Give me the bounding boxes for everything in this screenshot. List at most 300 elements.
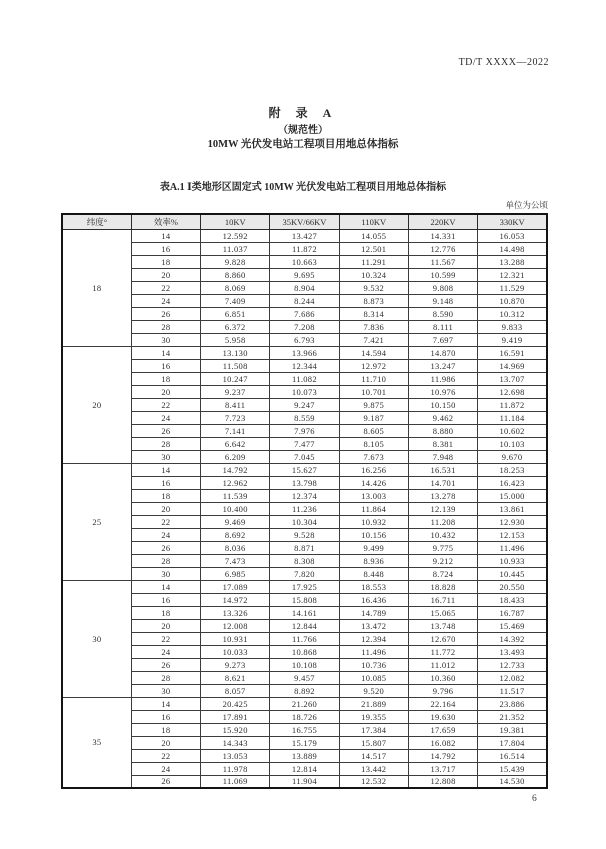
column-header-110kv: 110KV <box>339 214 408 229</box>
value-cell: 13.472 <box>339 619 408 632</box>
table-row <box>62 385 547 398</box>
value-cell: 9.796 <box>408 684 477 697</box>
value-cell: 8.559 <box>270 411 339 424</box>
table-row <box>62 645 547 658</box>
value-cell: 7.836 <box>339 320 408 333</box>
value-cell: 21.260 <box>270 697 339 710</box>
value-cell: 16.787 <box>478 606 547 619</box>
value-cell: 11.037 <box>201 242 270 255</box>
value-cell: 11.082 <box>270 372 339 385</box>
value-cell: 16.711 <box>408 593 477 606</box>
indicator-table <box>61 213 548 789</box>
table-row <box>62 541 547 554</box>
value-cell: 11.496 <box>478 541 547 554</box>
value-cell: 12.814 <box>270 762 339 775</box>
value-cell: 12.592 <box>201 229 270 242</box>
value-cell: 12.008 <box>201 619 270 632</box>
table-row <box>62 723 547 736</box>
value-cell: 19.355 <box>339 710 408 723</box>
value-cell: 8.873 <box>339 294 408 307</box>
efficiency-cell: 18 <box>131 372 200 385</box>
efficiency-cell: 30 <box>131 684 200 697</box>
value-cell: 8.936 <box>339 554 408 567</box>
efficiency-cell: 28 <box>131 437 200 450</box>
value-cell: 9.695 <box>270 268 339 281</box>
table-row <box>62 593 547 606</box>
value-cell: 12.733 <box>478 658 547 671</box>
table-row <box>62 268 547 281</box>
efficiency-cell: 26 <box>131 775 200 788</box>
value-cell: 17.089 <box>201 580 270 593</box>
table-row <box>62 320 547 333</box>
unit-note: 单位为公顷 <box>505 200 548 210</box>
value-cell: 9.187 <box>339 411 408 424</box>
efficiency-cell: 24 <box>131 411 200 424</box>
value-cell: 9.532 <box>339 281 408 294</box>
value-cell: 8.244 <box>270 294 339 307</box>
efficiency-cell: 14 <box>131 346 200 359</box>
value-cell: 10.976 <box>408 385 477 398</box>
efficiency-cell: 14 <box>131 463 200 476</box>
table-row <box>62 710 547 723</box>
value-cell: 10.108 <box>270 658 339 671</box>
value-cell: 7.477 <box>270 437 339 450</box>
value-cell: 7.141 <box>201 424 270 437</box>
value-cell: 11.529 <box>478 281 547 294</box>
table-row <box>62 424 547 437</box>
value-cell: 16.256 <box>339 463 408 476</box>
value-cell: 13.427 <box>270 229 339 242</box>
value-cell: 11.772 <box>408 645 477 658</box>
efficiency-cell: 14 <box>131 580 200 593</box>
value-cell: 13.288 <box>478 255 547 268</box>
value-cell: 10.599 <box>408 268 477 281</box>
value-cell: 10.602 <box>478 424 547 437</box>
table-row <box>62 697 547 710</box>
value-cell: 10.073 <box>270 385 339 398</box>
value-cell: 18.433 <box>478 593 547 606</box>
value-cell: 13.130 <box>201 346 270 359</box>
table-row <box>62 580 547 593</box>
value-cell: 15.807 <box>339 736 408 749</box>
table-row <box>62 255 547 268</box>
value-cell: 14.426 <box>339 476 408 489</box>
table-row <box>62 359 547 372</box>
efficiency-cell: 22 <box>131 281 200 294</box>
value-cell: 10.247 <box>201 372 270 385</box>
efficiency-cell: 16 <box>131 593 200 606</box>
value-cell: 12.344 <box>270 359 339 372</box>
value-cell: 10.932 <box>339 515 408 528</box>
value-cell: 11.236 <box>270 502 339 515</box>
column-header-efficiency: 效率% <box>131 214 200 229</box>
table-row <box>62 658 547 671</box>
value-cell: 11.904 <box>270 775 339 788</box>
table-row <box>62 437 547 450</box>
value-cell: 14.792 <box>201 463 270 476</box>
value-cell: 16.755 <box>270 723 339 736</box>
efficiency-cell: 20 <box>131 619 200 632</box>
value-cell: 14.701 <box>408 476 477 489</box>
value-cell: 7.697 <box>408 333 477 346</box>
value-cell: 6.209 <box>201 450 270 463</box>
efficiency-cell: 24 <box>131 762 200 775</box>
value-cell: 19.630 <box>408 710 477 723</box>
value-cell: 14.055 <box>339 229 408 242</box>
value-cell: 14.331 <box>408 229 477 242</box>
value-cell: 10.933 <box>478 554 547 567</box>
efficiency-cell: 26 <box>131 658 200 671</box>
latitude-cell: 30 <box>62 580 131 697</box>
value-cell: 9.670 <box>478 450 547 463</box>
efficiency-cell: 28 <box>131 554 200 567</box>
value-cell: 8.411 <box>201 398 270 411</box>
efficiency-cell: 22 <box>131 398 200 411</box>
value-cell: 15.000 <box>478 489 547 502</box>
value-cell: 10.400 <box>201 502 270 515</box>
value-cell: 10.085 <box>339 671 408 684</box>
efficiency-cell: 30 <box>131 567 200 580</box>
value-cell: 10.150 <box>408 398 477 411</box>
table-row <box>62 528 547 541</box>
value-cell: 15.439 <box>478 762 547 775</box>
value-cell: 12.374 <box>270 489 339 502</box>
value-cell: 7.948 <box>408 450 477 463</box>
efficiency-cell: 16 <box>131 359 200 372</box>
value-cell: 8.605 <box>339 424 408 437</box>
value-cell: 18.828 <box>408 580 477 593</box>
value-cell: 14.161 <box>270 606 339 619</box>
value-cell: 9.419 <box>478 333 547 346</box>
table-row <box>62 554 547 567</box>
table-row <box>62 398 547 411</box>
value-cell: 8.904 <box>270 281 339 294</box>
value-cell: 16.591 <box>478 346 547 359</box>
value-cell: 13.748 <box>408 619 477 632</box>
value-cell: 10.445 <box>478 567 547 580</box>
value-cell: 15.808 <box>270 593 339 606</box>
value-cell: 8.871 <box>270 541 339 554</box>
value-cell: 15.179 <box>270 736 339 749</box>
value-cell: 14.392 <box>478 632 547 645</box>
table-row <box>62 489 547 502</box>
efficiency-cell: 22 <box>131 749 200 762</box>
value-cell: 9.462 <box>408 411 477 424</box>
table-row <box>62 294 547 307</box>
value-cell: 8.448 <box>339 567 408 580</box>
table-row <box>62 372 547 385</box>
appendix-heading: 10MW 光伏发电站工程项目用地总体指标 <box>207 139 399 150</box>
column-header-220kv: 220KV <box>408 214 477 229</box>
efficiency-cell: 18 <box>131 489 200 502</box>
latitude-cell: 35 <box>62 697 131 788</box>
value-cell: 18.553 <box>339 580 408 593</box>
value-cell: 8.692 <box>201 528 270 541</box>
value-cell: 8.069 <box>201 281 270 294</box>
value-cell: 11.986 <box>408 372 477 385</box>
value-cell: 14.343 <box>201 736 270 749</box>
value-cell: 10.156 <box>339 528 408 541</box>
value-cell: 11.291 <box>339 255 408 268</box>
value-cell: 7.723 <box>201 411 270 424</box>
efficiency-cell: 22 <box>131 515 200 528</box>
efficiency-cell: 18 <box>131 255 200 268</box>
value-cell: 11.069 <box>201 775 270 788</box>
header-row <box>62 214 547 229</box>
value-cell: 8.590 <box>408 307 477 320</box>
value-cell: 5.958 <box>201 333 270 346</box>
value-cell: 12.972 <box>339 359 408 372</box>
value-cell: 21.889 <box>339 697 408 710</box>
value-cell: 13.003 <box>339 489 408 502</box>
table-row <box>62 515 547 528</box>
value-cell: 9.833 <box>478 320 547 333</box>
value-cell: 13.326 <box>201 606 270 619</box>
value-cell: 14.498 <box>478 242 547 255</box>
efficiency-cell: 28 <box>131 671 200 684</box>
appendix-subtitle: （规范性） <box>278 125 328 136</box>
value-cell: 14.789 <box>339 606 408 619</box>
efficiency-cell: 30 <box>131 333 200 346</box>
value-cell: 12.532 <box>339 775 408 788</box>
table-row <box>62 333 547 346</box>
value-cell: 13.247 <box>408 359 477 372</box>
value-cell: 9.808 <box>408 281 477 294</box>
value-cell: 13.717 <box>408 762 477 775</box>
value-cell: 22.164 <box>408 697 477 710</box>
value-cell: 7.421 <box>339 333 408 346</box>
value-cell: 13.442 <box>339 762 408 775</box>
value-cell: 14.792 <box>408 749 477 762</box>
table-body <box>62 229 547 788</box>
table-row <box>62 762 547 775</box>
value-cell: 7.820 <box>270 567 339 580</box>
value-cell: 7.673 <box>339 450 408 463</box>
value-cell: 11.517 <box>478 684 547 697</box>
value-cell: 10.304 <box>270 515 339 528</box>
table-row <box>62 307 547 320</box>
value-cell: 16.053 <box>478 229 547 242</box>
value-cell: 13.861 <box>478 502 547 515</box>
value-cell: 7.976 <box>270 424 339 437</box>
value-cell: 16.514 <box>478 749 547 762</box>
value-cell: 13.493 <box>478 645 547 658</box>
value-cell: 10.033 <box>201 645 270 658</box>
latitude-cell: 25 <box>62 463 131 580</box>
value-cell: 14.870 <box>408 346 477 359</box>
value-cell: 12.153 <box>478 528 547 541</box>
value-cell: 16.436 <box>339 593 408 606</box>
efficiency-cell: 24 <box>131 294 200 307</box>
value-cell: 9.528 <box>270 528 339 541</box>
efficiency-cell: 26 <box>131 307 200 320</box>
value-cell: 17.384 <box>339 723 408 736</box>
table-row <box>62 242 547 255</box>
table-row <box>62 567 547 580</box>
value-cell: 10.931 <box>201 632 270 645</box>
value-cell: 12.670 <box>408 632 477 645</box>
value-cell: 15.627 <box>270 463 339 476</box>
value-cell: 13.053 <box>201 749 270 762</box>
value-cell: 11.978 <box>201 762 270 775</box>
table-row <box>62 775 547 788</box>
column-header-35kv-66kv: 35KV/66KV <box>270 214 339 229</box>
efficiency-cell: 20 <box>131 502 200 515</box>
value-cell: 7.686 <box>270 307 339 320</box>
value-cell: 17.659 <box>408 723 477 736</box>
efficiency-cell: 16 <box>131 710 200 723</box>
value-cell: 14.594 <box>339 346 408 359</box>
value-cell: 11.872 <box>478 398 547 411</box>
efficiency-cell: 14 <box>131 229 200 242</box>
value-cell: 9.775 <box>408 541 477 554</box>
table-row <box>62 632 547 645</box>
value-cell: 11.872 <box>270 242 339 255</box>
value-cell: 8.105 <box>339 437 408 450</box>
table-row <box>62 281 547 294</box>
value-cell: 20.550 <box>478 580 547 593</box>
value-cell: 7.409 <box>201 294 270 307</box>
value-cell: 14.530 <box>478 775 547 788</box>
value-cell: 18.253 <box>478 463 547 476</box>
value-cell: 10.432 <box>408 528 477 541</box>
value-cell: 8.724 <box>408 567 477 580</box>
value-cell: 7.208 <box>270 320 339 333</box>
value-cell: 12.808 <box>408 775 477 788</box>
value-cell: 11.766 <box>270 632 339 645</box>
value-cell: 6.793 <box>270 333 339 346</box>
value-cell: 8.892 <box>270 684 339 697</box>
value-cell: 13.966 <box>270 346 339 359</box>
value-cell: 16.082 <box>408 736 477 749</box>
table-caption: 表A.1 Ⅰ类地形区固定式 10MW 光伏发电站工程项目用地总体指标 <box>159 182 447 193</box>
value-cell: 14.517 <box>339 749 408 762</box>
table-row <box>62 684 547 697</box>
table-row <box>62 619 547 632</box>
appendix-title: 附 录 A <box>268 106 338 120</box>
latitude-cell: 20 <box>62 346 131 463</box>
value-cell: 12.930 <box>478 515 547 528</box>
value-cell: 6.851 <box>201 307 270 320</box>
value-cell: 11.496 <box>339 645 408 658</box>
value-cell: 15.920 <box>201 723 270 736</box>
value-cell: 13.707 <box>478 372 547 385</box>
value-cell: 9.247 <box>270 398 339 411</box>
table-row <box>62 736 547 749</box>
value-cell: 12.962 <box>201 476 270 489</box>
value-cell: 9.469 <box>201 515 270 528</box>
value-cell: 8.860 <box>201 268 270 281</box>
value-cell: 6.985 <box>201 567 270 580</box>
value-cell: 7.045 <box>270 450 339 463</box>
value-cell: 10.103 <box>478 437 547 450</box>
column-header-330kv: 330KV <box>478 214 547 229</box>
efficiency-cell: 16 <box>131 242 200 255</box>
value-cell: 8.381 <box>408 437 477 450</box>
value-cell: 15.469 <box>478 619 547 632</box>
value-cell: 11.208 <box>408 515 477 528</box>
table-row <box>62 463 547 476</box>
value-cell: 19.381 <box>478 723 547 736</box>
table-row <box>62 476 547 489</box>
value-cell: 9.212 <box>408 554 477 567</box>
value-cell: 9.828 <box>201 255 270 268</box>
value-cell: 10.663 <box>270 255 339 268</box>
value-cell: 11.539 <box>201 489 270 502</box>
value-cell: 17.925 <box>270 580 339 593</box>
value-cell: 8.314 <box>339 307 408 320</box>
value-cell: 10.701 <box>339 385 408 398</box>
table-row <box>62 749 547 762</box>
efficiency-cell: 20 <box>131 268 200 281</box>
value-cell: 12.394 <box>339 632 408 645</box>
value-cell: 16.423 <box>478 476 547 489</box>
value-cell: 14.969 <box>478 359 547 372</box>
efficiency-cell: 28 <box>131 320 200 333</box>
efficiency-cell: 24 <box>131 645 200 658</box>
value-cell: 12.844 <box>270 619 339 632</box>
value-cell: 8.308 <box>270 554 339 567</box>
efficiency-cell: 24 <box>131 528 200 541</box>
efficiency-cell: 16 <box>131 476 200 489</box>
value-cell: 8.880 <box>408 424 477 437</box>
value-cell: 7.473 <box>201 554 270 567</box>
value-cell: 11.184 <box>478 411 547 424</box>
value-cell: 18.726 <box>270 710 339 723</box>
value-cell: 21.352 <box>478 710 547 723</box>
efficiency-cell: 18 <box>131 723 200 736</box>
standard-number: TD/T XXXX—2022 <box>458 57 549 68</box>
value-cell: 10.868 <box>270 645 339 658</box>
value-cell: 9.520 <box>339 684 408 697</box>
value-cell: 10.360 <box>408 671 477 684</box>
value-cell: 11.710 <box>339 372 408 385</box>
value-cell: 11.567 <box>408 255 477 268</box>
value-cell: 12.501 <box>339 242 408 255</box>
efficiency-cell: 26 <box>131 541 200 554</box>
efficiency-cell: 14 <box>131 697 200 710</box>
efficiency-cell: 22 <box>131 632 200 645</box>
efficiency-cell: 20 <box>131 736 200 749</box>
value-cell: 12.321 <box>478 268 547 281</box>
value-cell: 12.776 <box>408 242 477 255</box>
table-row <box>62 229 547 242</box>
value-cell: 11.012 <box>408 658 477 671</box>
value-cell: 12.698 <box>478 385 547 398</box>
page-number: 6 <box>532 794 537 804</box>
value-cell: 8.111 <box>408 320 477 333</box>
efficiency-cell: 30 <box>131 450 200 463</box>
value-cell: 20.425 <box>201 697 270 710</box>
value-cell: 10.736 <box>339 658 408 671</box>
column-header-10kv: 10KV <box>201 214 270 229</box>
table-row <box>62 502 547 515</box>
value-cell: 6.642 <box>201 437 270 450</box>
value-cell: 8.621 <box>201 671 270 684</box>
value-cell: 10.312 <box>478 307 547 320</box>
value-cell: 14.972 <box>201 593 270 606</box>
value-cell: 9.875 <box>339 398 408 411</box>
value-cell: 9.237 <box>201 385 270 398</box>
table-row <box>62 346 547 359</box>
value-cell: 13.889 <box>270 749 339 762</box>
value-cell: 17.804 <box>478 736 547 749</box>
value-cell: 13.278 <box>408 489 477 502</box>
efficiency-cell: 18 <box>131 606 200 619</box>
value-cell: 8.036 <box>201 541 270 554</box>
value-cell: 11.864 <box>339 502 408 515</box>
table-row <box>62 671 547 684</box>
